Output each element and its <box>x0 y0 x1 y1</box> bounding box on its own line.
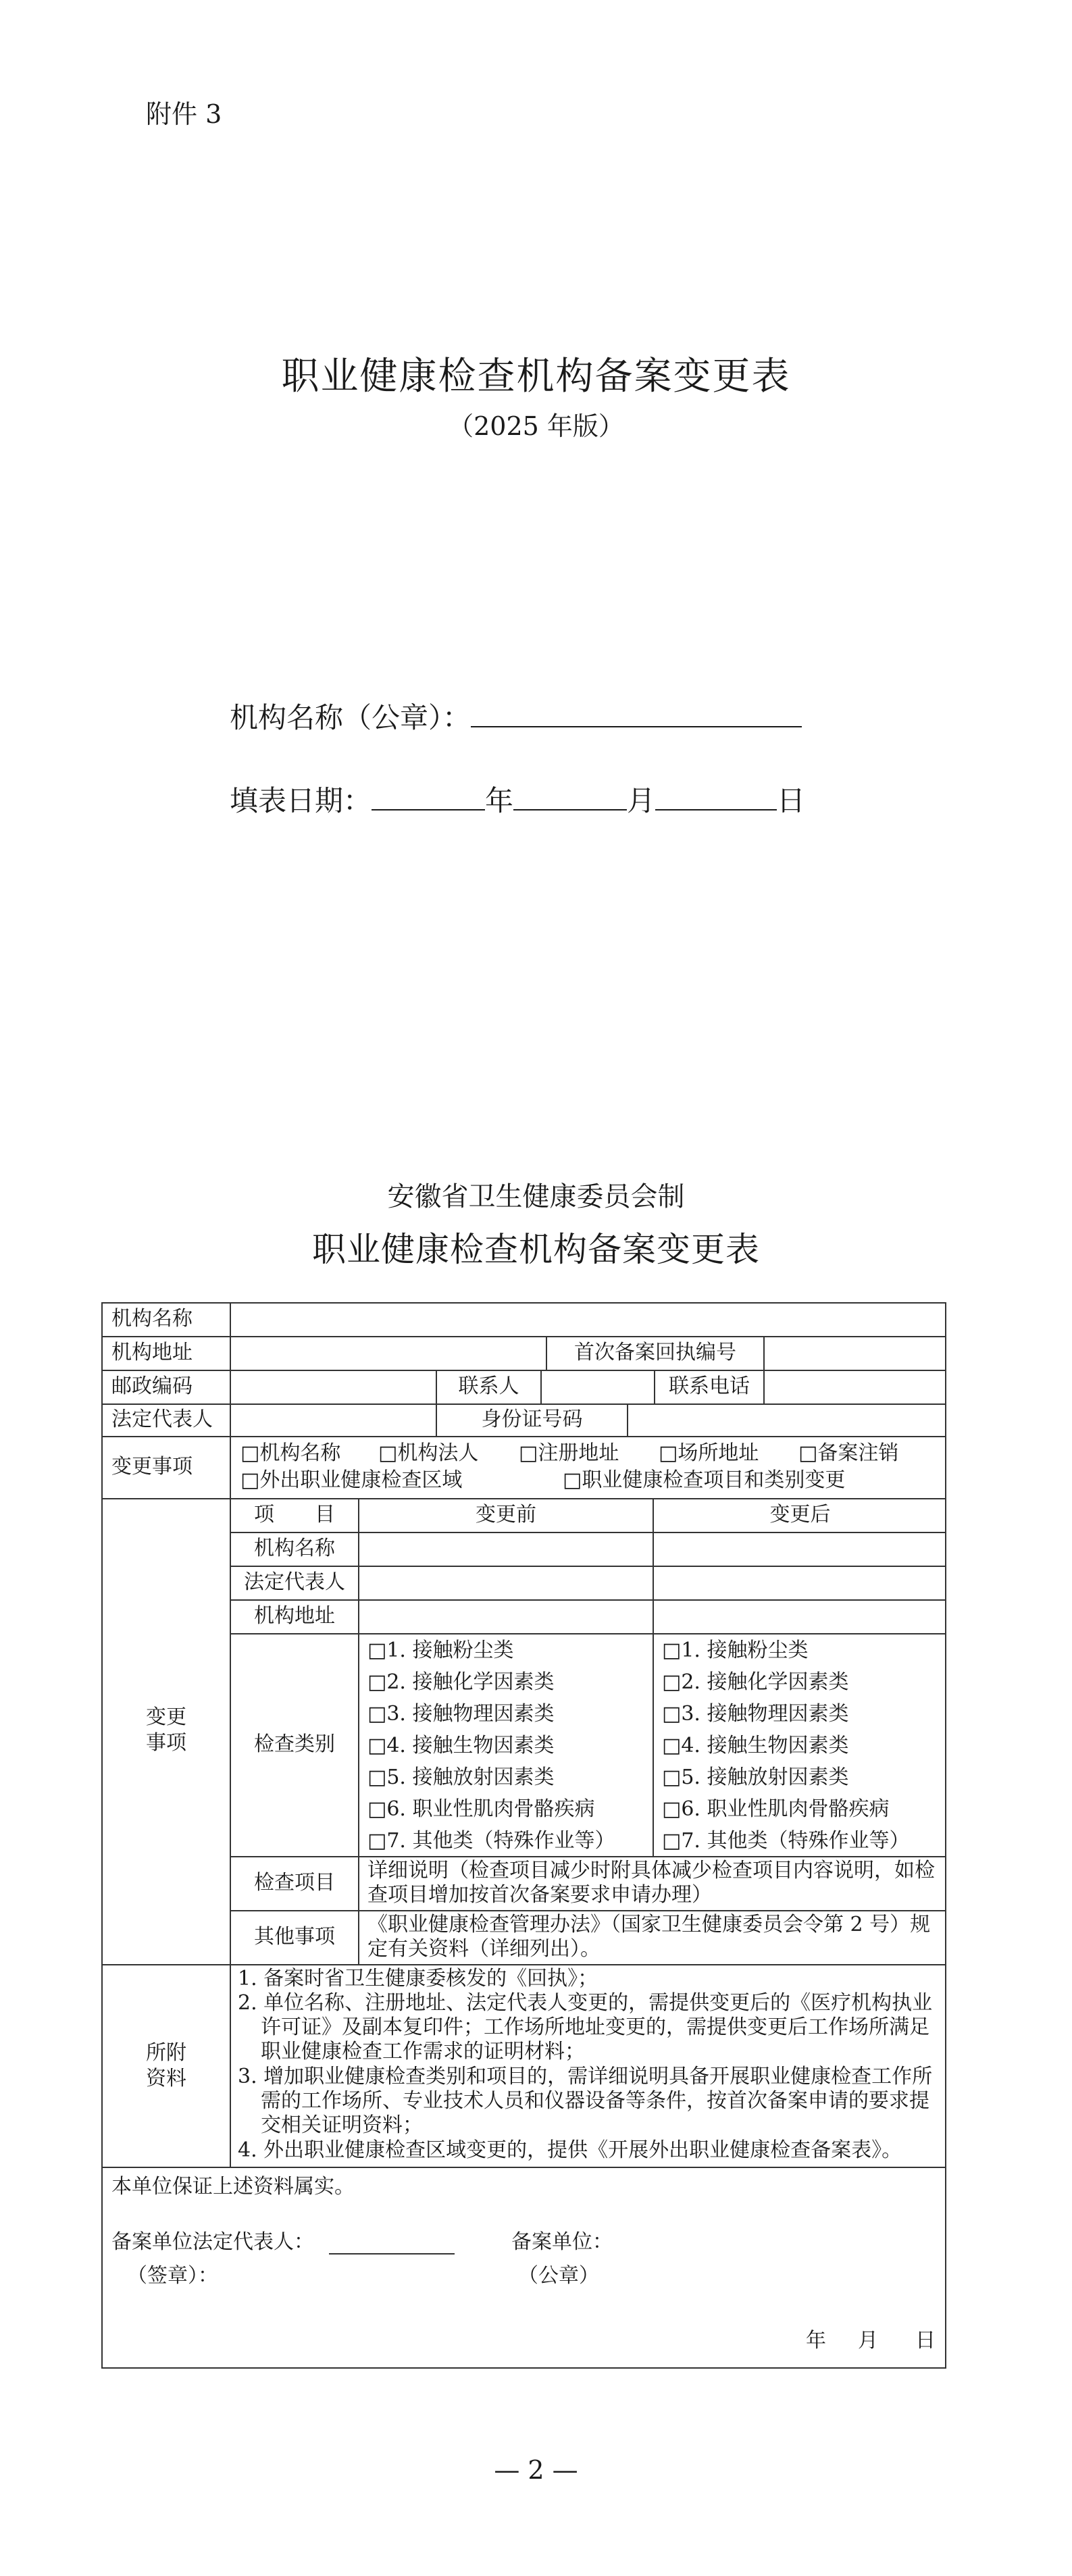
col-line <box>358 1856 359 1964</box>
category-before-6[interactable]: □6. 职业性肌肉骨骼疾病 <box>367 1797 595 1821</box>
legal-rep-before-field[interactable] <box>359 1567 651 1598</box>
category-after-7[interactable]: □7. 其他类（特殊作业等） <box>662 1829 910 1853</box>
row-line <box>101 1498 946 1499</box>
category-before-4[interactable]: □4. 接触生物因素类 <box>367 1734 555 1757</box>
first-receipt-number-label: 首次备案回执编号 <box>574 1341 736 1364</box>
legal-rep-after-field[interactable] <box>654 1567 945 1598</box>
attachments-label-2: 资料 <box>146 2067 186 2090</box>
column-header-item: 项 目 <box>254 1503 335 1526</box>
page-number: — 2 — <box>494 2455 578 2485</box>
sign-date-day: 日 <box>915 2329 936 2352</box>
change-option-project-category[interactable]: □职业健康检查项目和类别变更 <box>563 1468 846 1492</box>
org-name-label: 机构名称 <box>111 1307 193 1331</box>
org-name-blank[interactable] <box>471 702 802 727</box>
fill-date-label: 填表日期： <box>230 784 372 817</box>
year-blank[interactable] <box>372 785 485 810</box>
org-address-field[interactable] <box>231 1337 544 1368</box>
legal-rep-field[interactable] <box>231 1405 434 1435</box>
seal-note: （公章） <box>518 2264 599 2288</box>
contact-phone-field[interactable] <box>765 1371 945 1402</box>
category-after-6[interactable]: □6. 职业性肌肉骨骼疾病 <box>662 1797 890 1821</box>
other-description: 《职业健康检查管理办法》（国家卫生健康委员会令第 2 号）规定有关资料（详细列出）。 <box>367 1913 931 1961</box>
form-title: 职业健康检查机构备案变更表 <box>312 1230 760 1269</box>
project-description: 详细说明（检查项目减少时附具体减少检查项目内容说明，如检查项目增加按首次备案要求申请办理） <box>367 1859 935 1907</box>
row-label-org-address: 机构地址 <box>254 1604 335 1628</box>
id-number-field[interactable] <box>628 1405 945 1435</box>
change-section-label-1: 变更 <box>146 1705 186 1729</box>
row-label-other: 其他事项 <box>254 1925 335 1949</box>
category-after-2[interactable]: □2. 接触化学因素类 <box>662 1670 849 1694</box>
id-number-label: 身份证号码 <box>481 1408 583 1431</box>
fill-date-line <box>230 779 805 819</box>
postal-code-field[interactable] <box>231 1371 434 1402</box>
guarantee-statement: 本单位保证上述资料属实。 <box>111 2175 355 2198</box>
org-name-label: 机构名称（公章）： <box>230 701 471 734</box>
issuing-committee: 安徽省卫生健康委员会制 <box>387 1181 685 1212</box>
cover-edition: （2025 年版） <box>448 411 624 441</box>
row-line <box>230 1633 946 1634</box>
legal-rep-signature-blank[interactable] <box>329 2253 455 2255</box>
column-header-before: 变更前 <box>476 1503 536 1526</box>
category-before-3[interactable]: □3. 接触物理因素类 <box>367 1702 555 1726</box>
change-option-cancel-record[interactable]: □备案注销 <box>798 1441 899 1465</box>
row-label-org-name: 机构名称 <box>254 1537 335 1560</box>
attachment-item-1: 1. 备案时省卫生健康委核发的《回执》； <box>238 1967 598 1990</box>
category-after-1[interactable]: □1. 接触粉尘类 <box>662 1639 809 1662</box>
row-label-project: 检查项目 <box>254 1871 335 1895</box>
row-line <box>230 1910 946 1911</box>
postal-code-label: 邮政编码 <box>111 1374 193 1398</box>
month-label: 月 <box>627 784 656 817</box>
row-line <box>101 2167 946 2168</box>
first-receipt-number-field[interactable] <box>765 1337 945 1368</box>
change-option-legal-person[interactable]: □机构法人 <box>378 1441 479 1465</box>
day-blank[interactable] <box>655 785 777 810</box>
change-section-label-2: 事项 <box>146 1731 186 1755</box>
contact-person-label: 联系人 <box>458 1374 519 1398</box>
change-option-org-name[interactable]: □机构名称 <box>240 1441 341 1465</box>
category-after-3[interactable]: □3. 接触物理因素类 <box>662 1702 849 1726</box>
sign-date-year: 年 <box>806 2329 826 2352</box>
month-blank[interactable] <box>513 785 627 810</box>
category-before-5[interactable]: □5. 接触放射因素类 <box>367 1766 555 1789</box>
category-before-1[interactable]: □1. 接触粉尘类 <box>367 1639 514 1662</box>
org-name-before-field[interactable] <box>359 1533 651 1564</box>
change-option-outside-area[interactable]: □外出职业健康检查区域 <box>240 1468 463 1492</box>
row-line <box>101 1964 946 1965</box>
row-line <box>101 1436 946 1437</box>
category-before-2[interactable]: □2. 接触化学因素类 <box>367 1670 555 1694</box>
category-before-7[interactable]: □7. 其他类（特殊作业等） <box>367 1829 615 1853</box>
day-label: 日 <box>777 784 806 817</box>
legal-rep-label: 法定代表人 <box>111 1408 213 1431</box>
change-items-label: 变更事项 <box>111 1455 193 1478</box>
signature-note: （签章）： <box>127 2264 218 2288</box>
filing-unit-label: 备案单位： <box>511 2230 613 2254</box>
cover-title: 职业健康检查机构备案变更表 <box>281 355 791 398</box>
column-header-after: 变更后 <box>769 1503 831 1526</box>
category-after-5[interactable]: □5. 接触放射因素类 <box>662 1766 849 1789</box>
change-option-site-address[interactable]: □场所地址 <box>659 1441 759 1465</box>
attachments-label-1: 所附 <box>146 2041 186 2065</box>
attachment-label: 附件 3 <box>146 99 222 129</box>
category-after-4[interactable]: □4. 接触生物因素类 <box>662 1734 849 1757</box>
org-address-before-field[interactable] <box>359 1601 651 1632</box>
contact-person-field[interactable] <box>542 1371 653 1402</box>
org-name-field[interactable] <box>231 1304 945 1335</box>
year-label: 年 <box>485 784 514 817</box>
org-address-after-field[interactable] <box>654 1601 945 1632</box>
sign-date-month: 月 <box>858 2329 878 2352</box>
contact-phone-label: 联系电话 <box>669 1374 750 1398</box>
change-option-registered-address[interactable]: □注册地址 <box>519 1441 619 1465</box>
org-name-after-field[interactable] <box>654 1533 945 1564</box>
attachment-item-2: 2. 单位名称、注册地址、法定代表人变更的，需提供变更后的《医疗机构执业许可证》及副本复印件；工作场所地址变更的，需提供变更后工作场所满足职业健康检查工作需求的证明材料； <box>238 1991 933 2063</box>
row-label-category: 检查类别 <box>254 1732 335 1756</box>
org-address-label: 机构地址 <box>111 1341 193 1364</box>
legal-rep-signature-label: 备案单位法定代表人： <box>111 2230 314 2254</box>
row-label-legal-rep: 法定代表人 <box>244 1570 345 1594</box>
attachment-item-4: 4. 外出职业健康检查区域变更的，提供《开展外出职业健康检查备案表》。 <box>238 2138 902 2162</box>
attachment-item-3: 3. 增加职业健康检查类别和项目的，需详细说明具备开展职业健康检查工作所需的工作场所、专业技术人员和仪器设备等条件，按首次备案申请的要求提交相关证明资料； <box>238 2065 933 2137</box>
org-name-line <box>230 696 802 736</box>
